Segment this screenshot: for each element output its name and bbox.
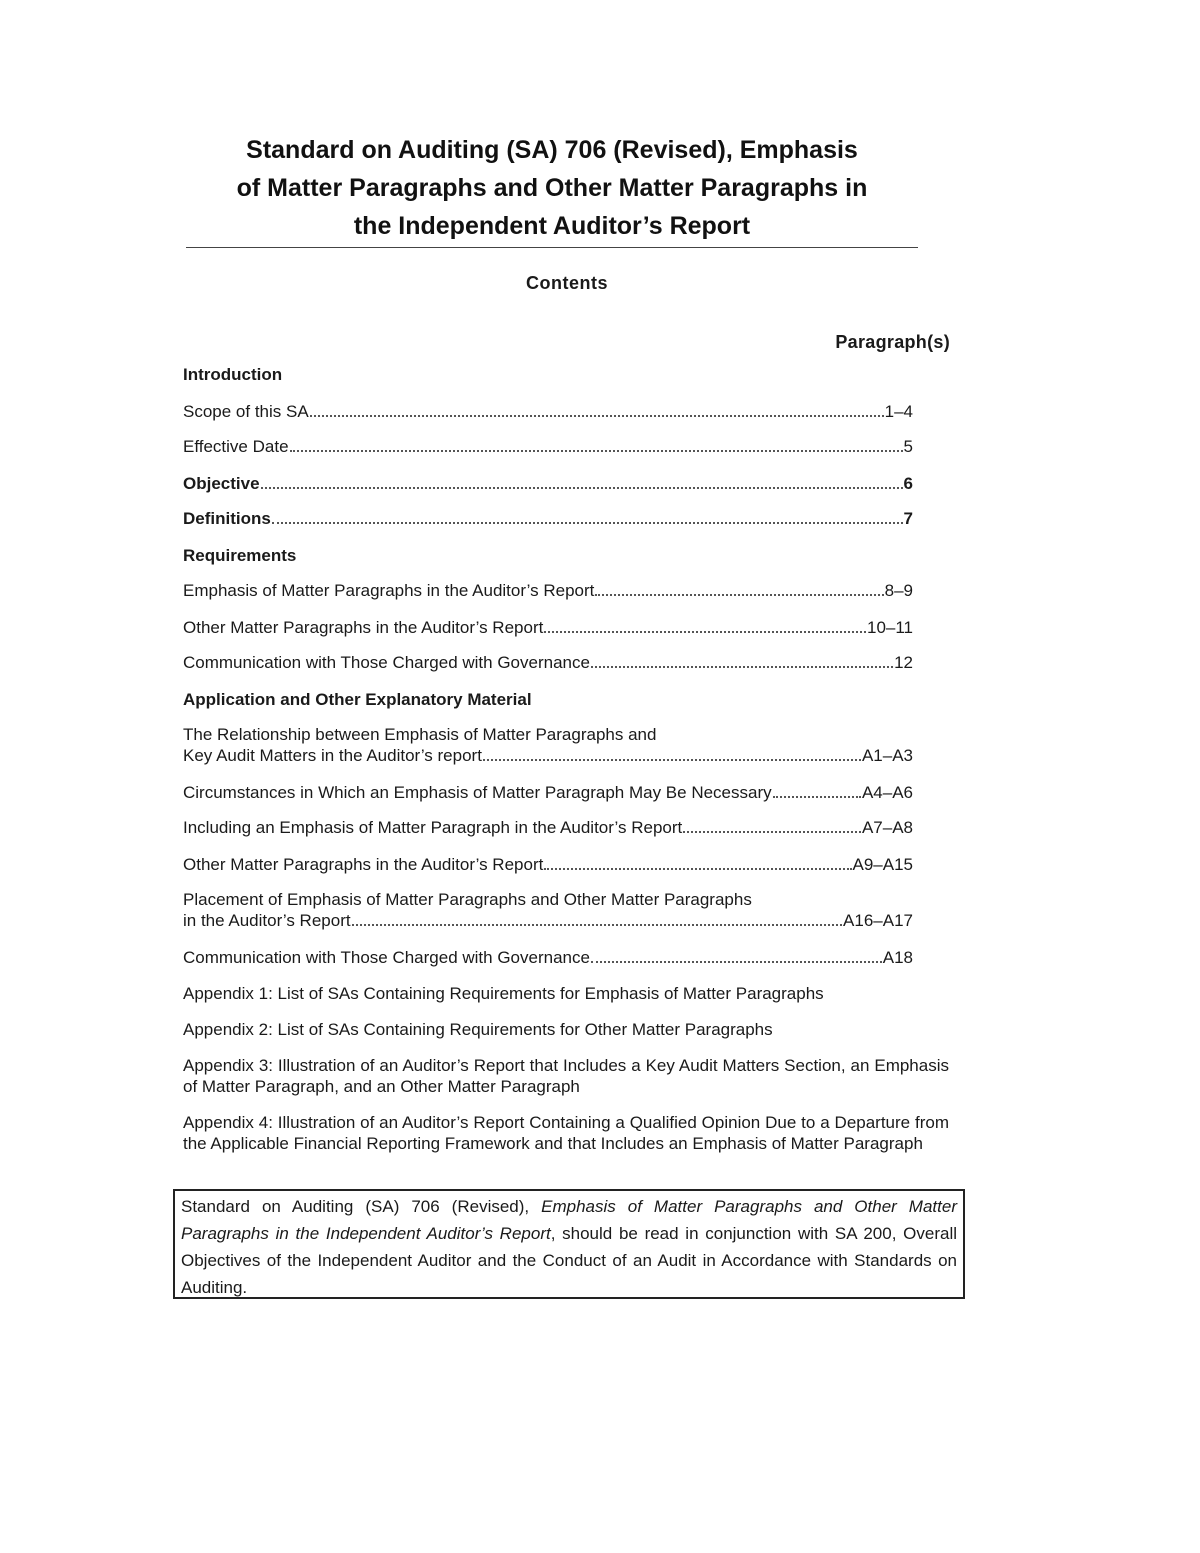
dot-leader: [544, 868, 851, 870]
toc-entry-scope: [183, 401, 913, 422]
toc-entry-label: Circumstances in Which an Emphasis of Matter Paragraph May Be Necessary: [183, 783, 772, 802]
toc-entry-effective-date: [183, 436, 913, 457]
dot-leader: [595, 594, 883, 596]
toc-entry-app-circumstances: [183, 782, 913, 803]
toc-entry-paragraph: 12: [894, 653, 913, 672]
toc-entry-line-2: [183, 910, 913, 931]
toc-entry-paragraph: 6: [903, 474, 913, 493]
toc-entry-app-other: [183, 854, 913, 875]
toc-entry-req-communication: [183, 652, 913, 673]
note-text-end: , should be read in conjunction with SA 200, Overall Objectives of the Independent Auditor and the Conduct of an Audit in Accordance with Standards on Auditing.: [181, 1224, 957, 1297]
note-text-start: Standard on Auditing (SA) 706 (Revised),: [181, 1197, 542, 1216]
title-line-2: of Matter Paragraphs and Other Matter Paragraphs in: [236, 174, 868, 202]
toc-entry-label-line-1: Placement of Emphasis of Matter Paragraphs and Other Matter Paragraphs: [183, 890, 752, 909]
dot-leader: [310, 415, 884, 417]
toc-entry-objective: [183, 473, 913, 494]
contents-heading: Contents: [526, 273, 608, 293]
dot-leader: [591, 666, 893, 668]
dot-leader: [773, 796, 861, 798]
dot-leader: [352, 924, 842, 926]
toc-heading-application: Application and Other Explanatory Material: [183, 690, 532, 709]
toc-entry-paragraph: A7–A8: [861, 818, 913, 837]
dot-leader: [261, 487, 903, 489]
toc-entry-label: Effective Date: [183, 437, 289, 456]
page-title: [186, 131, 918, 245]
toc-entry-app-including: [183, 817, 913, 838]
note-text-italic-title: Emphasis of Matter Paragraphs and Other Matter Paragraphs in the Independent Auditor’s Report: [181, 1197, 957, 1243]
toc-entry-label: Scope of this SA: [183, 402, 309, 421]
appendix-3: Appendix 3: Illustration of an Auditor’s Report that Includes a Key Audit Matters Section, an Emphasis of Matter Paragraph, and an Other Matter Paragraph: [183, 1056, 949, 1096]
toc-entry-line-2: [183, 745, 913, 766]
toc-entry-paragraph: A16–A17: [843, 911, 913, 930]
reading-note-box: [173, 1189, 965, 1299]
title-divider: [186, 247, 918, 248]
toc-entry-paragraph: A18: [882, 948, 913, 967]
paragraphs-column-header: Paragraph(s): [835, 332, 950, 352]
toc-entry-label: Other Matter Paragraphs in the Auditor’s Report: [183, 618, 544, 637]
toc-entry-req-other: [183, 617, 913, 638]
toc-entry-paragraph: 8–9: [884, 581, 913, 600]
dot-leader: [683, 831, 861, 833]
toc-entry-paragraph: A1–A3: [861, 746, 913, 765]
toc-entry-label: Definitions: [183, 509, 271, 528]
toc-entry-paragraph: 1–4: [884, 402, 913, 421]
dot-leader: [591, 961, 882, 963]
toc-entry-app-communication: [183, 947, 913, 968]
toc-entry-label: Key Audit Matters in the Auditor’s report: [183, 746, 482, 765]
toc-entry-definitions: [183, 508, 913, 529]
appendix-1: Appendix 1: List of SAs Containing Requirements for Emphasis of Matter Paragraphs: [183, 984, 824, 1003]
toc-entry-paragraph: 7: [903, 509, 913, 528]
toc-entry-label-line-1: The Relationship between Emphasis of Matter Paragraphs and: [183, 725, 657, 744]
toc-entry-label: in the Auditor’s Report: [183, 911, 351, 930]
dot-leader: [290, 450, 903, 452]
toc-heading-introduction: Introduction: [183, 365, 283, 384]
dot-leader: [544, 631, 866, 633]
toc-entry-label: Other Matter Paragraphs in the Auditor’s Report: [183, 855, 544, 874]
title-line-1: Standard on Auditing (SA) 706 (Revised), Emphasis: [246, 136, 858, 164]
toc-entry-paragraph: A4–A6: [861, 783, 913, 802]
toc-entry-paragraph: 10–11: [866, 618, 913, 637]
title-line-3: the Independent Auditor’s Report: [353, 212, 751, 240]
toc-entry-label: Including an Emphasis of Matter Paragraph in the Auditor’s Report: [183, 818, 683, 837]
toc-entry-label: Emphasis of Matter Paragraphs in the Auditor’s Report: [183, 581, 595, 600]
toc-entry-paragraph: 5: [903, 437, 913, 456]
dot-leader: [272, 522, 903, 524]
appendix-4: Appendix 4: Illustration of an Auditor’s Report Containing a Qualified Opinion Due to a Departure from the Applicable Financial Reporting Framework and that Includes an Emphasis of Matter Paragraph: [183, 1113, 949, 1153]
toc-entry-label: Communication with Those Charged with Governance: [183, 948, 590, 967]
dot-leader: [483, 759, 861, 761]
appendix-2: Appendix 2: List of SAs Containing Requirements for Other Matter Paragraphs: [183, 1020, 773, 1039]
toc-heading-requirements: Requirements: [183, 546, 297, 565]
toc-entry-paragraph: A9–A15: [852, 855, 913, 874]
toc-entry-label: Communication with Those Charged with Governance: [183, 653, 590, 672]
toc-entry-label: Objective: [183, 474, 260, 493]
toc-entry-req-emphasis: [183, 580, 913, 601]
